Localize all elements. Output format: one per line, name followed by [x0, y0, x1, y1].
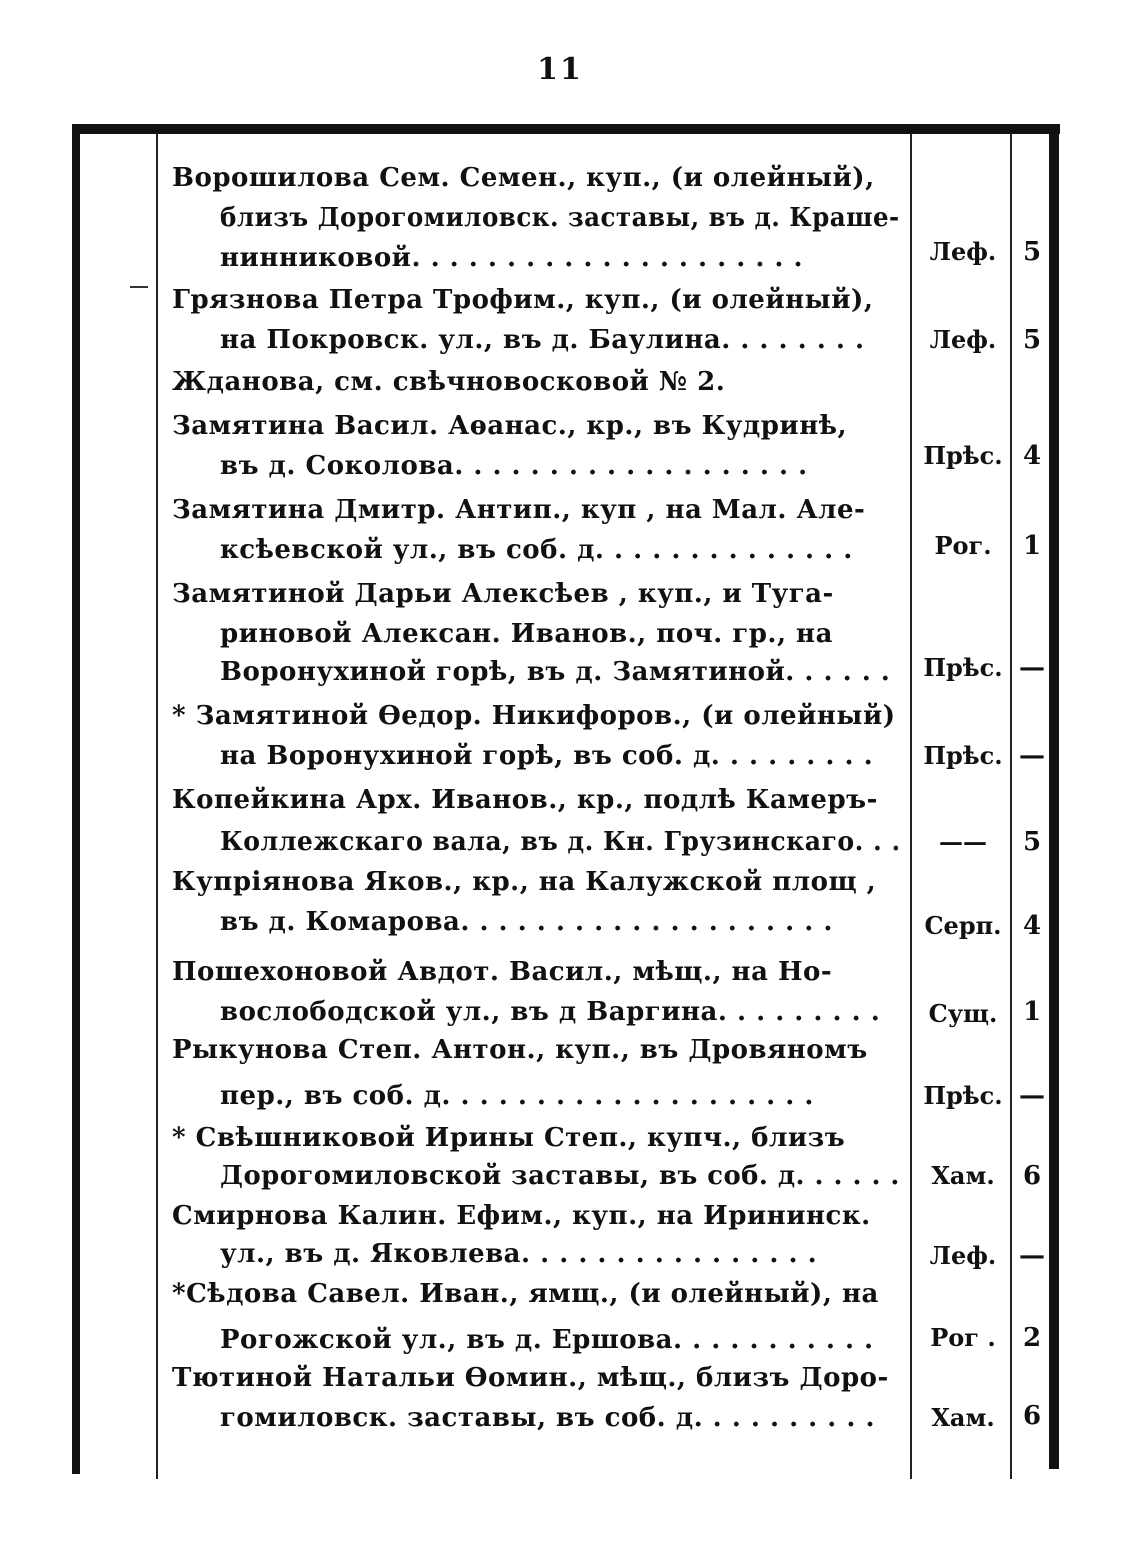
district-cell: Леф.	[929, 325, 997, 354]
entry-line: Тютиной Натальи Ѳомин., мѣщ., близъ Доро-	[172, 1363, 889, 1393]
entry-line: на Покровск. ул., въ д. Баулина. . . . . . . .	[220, 325, 865, 355]
quarter-cell: 4	[1022, 911, 1042, 941]
entry-line: въ д. Комарова. . . . . . . . . . . . . . . . . . . .	[220, 907, 833, 937]
entry-line: Купріянова Яков., кр., на Калужской площ ,	[172, 867, 877, 897]
entry-line: ксѣевской ул., въ соб. д. . . . . . . . . . . . . .	[220, 535, 853, 565]
quarter-cell: —	[1019, 1241, 1045, 1271]
district-cell: Леф.	[929, 237, 997, 266]
entry-line: вослободской ул., въ д Варгина. . . . . . . . .	[220, 997, 881, 1027]
quarter-cell: 6	[1022, 1161, 1042, 1191]
table-left-border	[72, 124, 80, 1474]
entry-line: Замятина Дмитр. Антип., куп , на Мал. Але-	[172, 495, 866, 525]
entry-line: Рогожской ул., въ д. Ершова. . . . . . . . . . .	[220, 1325, 874, 1355]
district-cell: Рог.	[934, 531, 992, 560]
text-column-rule	[156, 134, 158, 1479]
quarter-cell: 4	[1022, 441, 1042, 471]
district-cell: Прѣс.	[923, 441, 1003, 470]
district-cell: Хам.	[931, 1161, 995, 1190]
entry-line: на Воронухиной горѣ, въ соб. д. . . . . . . . .	[220, 741, 874, 771]
entry-line: Коллежскаго вала, въ д. Кн. Грузинскаго. . .	[220, 827, 901, 857]
entry-line: нинниковой. . . . . . . . . . . . . . . . . . . . .	[220, 243, 804, 273]
district-cell: Серп.	[924, 911, 1002, 940]
entry-line: пер., въ соб. д. . . . . . . . . . . . . . . . . . . .	[220, 1081, 814, 1111]
entry-line: * Замятиной Ѳедор. Никифоров., (и олейный)	[172, 701, 896, 731]
entry-line: *Сѣдова Савел. Иван., ямщ., (и олейный), на	[172, 1279, 879, 1309]
quarter-cell: 1	[1022, 997, 1042, 1027]
quarter-cell: —	[1019, 741, 1045, 771]
page-number: 11	[537, 52, 583, 87]
quarter-cell: 5	[1022, 237, 1042, 267]
district-cell: Рог .	[930, 1323, 996, 1352]
quarter-cell: —	[1019, 1081, 1045, 1111]
entry-line: Грязнова Петра Трофим., куп., (и олейный),	[172, 285, 874, 315]
entry-line: гомиловск. заставы, въ соб. д. . . . . . . . . .	[220, 1403, 876, 1433]
entry-line: Ворошилова Сем. Семен., куп., (и олейный),	[172, 163, 875, 193]
entry-line: Рыкунова Степ. Антон., куп., въ Дровяномъ	[172, 1035, 868, 1065]
entry-line: въ д. Соколова. . . . . . . . . . . . . . . . . . .	[220, 451, 808, 481]
entry-line: Пошехоновой Авдот. Васил., мѣщ., на Но-	[172, 957, 833, 987]
margin-mark	[130, 286, 148, 288]
district-cell: Прѣс.	[923, 653, 1003, 682]
quarter-cell: —	[1019, 653, 1045, 683]
quarter-cell: 1	[1022, 531, 1042, 561]
district-cell: Прѣс.	[923, 741, 1003, 770]
district-column-rule	[910, 134, 912, 1479]
entry-line: Смирнова Калин. Ефим., куп., на Ирининск.	[172, 1201, 871, 1231]
entry-line: Замятиной Дарьи Алексѣев , куп., и Туга-	[172, 579, 834, 609]
quarter-cell: 2	[1022, 1323, 1042, 1353]
district-cell: Прѣс.	[923, 1081, 1003, 1110]
entry-line: * Свѣшниковой Ирины Степ., купч., близъ	[172, 1123, 846, 1153]
district-cell: Хам.	[931, 1403, 995, 1432]
entry-line: Замятина Васил. Аѳанас., кр., въ Кудринѣ,	[172, 411, 848, 441]
table-top-border	[72, 124, 1060, 134]
entry-line: Копейкина Арх. Иванов., кр., подлѣ Камеръ-	[172, 785, 878, 815]
entry-line: Жданова, см. свѣчновосковой № 2.	[172, 367, 726, 397]
district-cell: Сущ.	[928, 999, 998, 1028]
quarter-cell: 6	[1022, 1401, 1042, 1431]
quarter-cell: 5	[1022, 325, 1042, 355]
district-cell: ——	[939, 827, 987, 856]
table-right-border	[1049, 124, 1059, 1469]
district-cell: Леф.	[929, 1241, 997, 1270]
entry-line: близъ Дорогомиловск. заставы, въ д. Краше-	[220, 203, 900, 233]
entry-line: ул., въ д. Яковлева. . . . . . . . . . . . . . . .	[220, 1239, 818, 1269]
entry-line: Дорогомиловской заставы, въ соб. д. . . . . .	[220, 1161, 900, 1191]
entry-line: Воронухиной горѣ, въ д. Замятиной. . . . . .	[220, 657, 891, 687]
quarter-column-rule	[1010, 134, 1012, 1479]
entry-line: риновой Алексан. Иванов., поч. гр., на	[220, 619, 833, 649]
quarter-cell: 5	[1022, 827, 1042, 857]
